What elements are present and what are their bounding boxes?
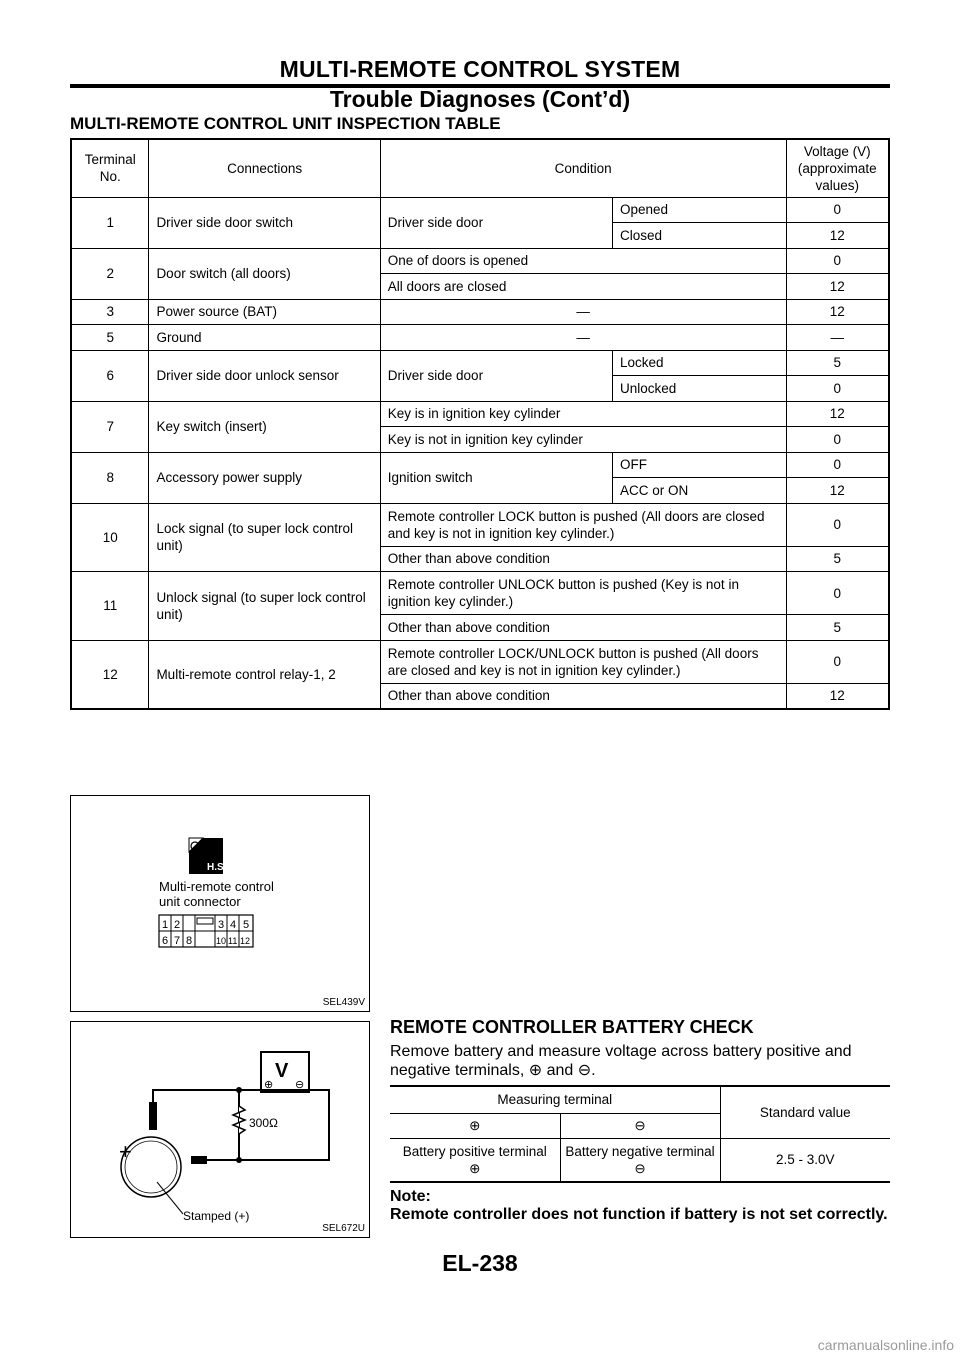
cell-connections: Key switch (insert) — [149, 401, 380, 452]
cell-sub: Ignition switch — [380, 452, 612, 503]
cell-condition: Locked — [612, 350, 786, 376]
positive-terminal-cell — [390, 1138, 560, 1182]
inspection-table-title: MULTI-REMOTE CONTROL UNIT INSPECTION TABLE — [70, 114, 501, 133]
cell-voltage: 0 — [786, 503, 889, 546]
cell-voltage: 12 — [786, 401, 889, 427]
cell-condition: Key is in ignition key cylinder — [380, 401, 786, 427]
cell-terminal: 12 — [71, 640, 149, 709]
cell-terminal: 7 — [71, 401, 149, 452]
battery-note — [390, 1188, 890, 1224]
cell-voltage: 0 — [786, 427, 889, 453]
cell-voltage: 0 — [786, 248, 889, 274]
negative-terminal-label: Battery negative terminal — [565, 1143, 715, 1159]
cell-connections: Ground — [149, 325, 380, 351]
cell-sub: Driver side door — [380, 197, 612, 248]
pin-label: 5 — [243, 919, 250, 931]
note-text: Remote controller does not function if battery is not set correctly. — [390, 1206, 888, 1223]
cell-terminal: 6 — [71, 350, 149, 401]
cell-condition: Key is not in ignition key cylinder — [380, 427, 786, 453]
connector-figure — [70, 795, 370, 1012]
pin-label: 3 — [218, 919, 225, 931]
cell-condition: Other than above condition — [380, 615, 786, 641]
resistor-icon — [233, 1106, 245, 1134]
table-row — [71, 248, 889, 274]
cell-voltage: 0 — [786, 640, 889, 683]
connector-illustration — [71, 796, 368, 1010]
cell-condition: OFF — [612, 452, 786, 478]
cell-voltage: 0 — [786, 197, 889, 223]
cell-connections: Power source (BAT) — [149, 299, 380, 325]
cell-condition: Other than above condition — [380, 683, 786, 709]
cell-condition: — — [380, 299, 786, 325]
measuring-header: Measuring terminal — [390, 1086, 720, 1113]
plus-symbol: ⊕ — [390, 1113, 560, 1138]
standard-value: 2.5 - 3.0V — [720, 1138, 890, 1182]
table-row — [71, 452, 889, 478]
connector-caption-1: Multi-remote control — [159, 879, 274, 894]
pin-label: 6 — [162, 935, 169, 947]
pin-label: 11 — [228, 936, 238, 946]
page-header-title: MULTI-REMOTE CONTROL SYSTEM — [279, 56, 681, 82]
cell-voltage: 12 — [786, 299, 889, 325]
note-label: Note: — [390, 1188, 431, 1205]
meter-plus: ⊕ — [264, 1079, 274, 1091]
cell-sub: Driver side door — [380, 350, 612, 401]
col-voltage: Voltage (V) (approximate values) — [786, 139, 889, 197]
cell-voltage: 12 — [786, 683, 889, 709]
cell-terminal: 1 — [71, 197, 149, 248]
negative-symbol: ⊖ — [634, 1160, 646, 1176]
cell-condition: Remote controller LOCK button is pushed (All doors are closed and key is not in ignition key cylinder.) — [380, 503, 786, 546]
cell-voltage: 12 — [786, 274, 889, 300]
cell-voltage: 5 — [786, 350, 889, 376]
table-row — [71, 503, 889, 546]
cell-condition: Other than above condition — [380, 546, 786, 572]
page-header-subtitle: Trouble Diagnoses (Cont’d) — [329, 86, 631, 112]
table-row — [390, 1138, 890, 1182]
cell-connections: Multi-remote control relay-1, 2 — [149, 640, 380, 709]
watermark: carmanualsonline.info — [817, 1337, 954, 1353]
figure-code: SEL672U — [322, 1223, 365, 1234]
pin-label: 8 — [186, 935, 193, 947]
battery-circuit-illustration — [71, 1022, 368, 1236]
table-row — [71, 640, 889, 683]
cell-condition: One of doors is opened — [380, 248, 786, 274]
cell-condition: Closed — [612, 223, 786, 249]
figure-code: SEL439V — [322, 997, 365, 1008]
table-header-row — [71, 139, 889, 197]
meter-minus: ⊖ — [295, 1079, 305, 1091]
cell-condition: Unlocked — [612, 376, 786, 402]
minus-symbol: ⊖ — [560, 1113, 720, 1138]
battery-plus: + — [119, 1139, 132, 1164]
table-row — [71, 197, 889, 223]
cell-connections: Driver side door switch — [149, 197, 380, 248]
table-row — [71, 401, 889, 427]
cell-voltage: 5 — [786, 546, 889, 572]
cell-terminal: 8 — [71, 452, 149, 503]
pin-label: 1 — [162, 919, 169, 931]
cell-terminal: 3 — [71, 299, 149, 325]
table-row — [71, 350, 889, 376]
positive-terminal-label: Battery positive terminal — [402, 1143, 547, 1159]
battery-cell-icon — [119, 1137, 181, 1197]
cell-condition: ACC or ON — [612, 478, 786, 504]
table-row — [390, 1086, 890, 1113]
cell-voltage: 0 — [786, 376, 889, 402]
pin-label: 4 — [230, 919, 237, 931]
cell-voltage: — — [786, 325, 889, 351]
meter-label: V — [275, 1060, 289, 1082]
cell-condition: — — [380, 325, 786, 351]
pin-label: 12 — [240, 936, 251, 946]
cell-connections: Lock signal (to super lock control unit) — [149, 503, 380, 572]
badge-text: H.S. — [207, 862, 227, 873]
voltmeter-icon — [261, 1052, 309, 1092]
cell-connections: Unlock signal (to super lock control unit) — [149, 572, 380, 641]
table-row — [71, 572, 889, 615]
hs-badge-icon — [189, 838, 227, 874]
pin-label: 10 — [216, 936, 227, 946]
cell-terminal: 2 — [71, 248, 149, 299]
pin-label: 7 — [174, 935, 181, 947]
cell-condition: Remote controller LOCK/UNLOCK button is pushed (All doors are closed and key is not in ignition key cylinder.) — [380, 640, 786, 683]
page-number: EL-238 — [442, 1250, 518, 1276]
cell-voltage: 12 — [786, 478, 889, 504]
cell-voltage: 5 — [786, 615, 889, 641]
positive-symbol: ⊕ — [469, 1160, 481, 1176]
col-terminal: Terminal No. — [71, 139, 149, 197]
cell-condition: All doors are closed — [380, 274, 786, 300]
stamp-label: Stamped (+) — [183, 1209, 250, 1223]
battery-figure — [70, 1021, 370, 1238]
col-condition: Condition — [380, 139, 786, 197]
cell-voltage: 0 — [786, 452, 889, 478]
battery-check-title: REMOTE CONTROLLER BATTERY CHECK — [390, 1017, 754, 1037]
table-row — [71, 325, 889, 351]
cell-terminal: 5 — [71, 325, 149, 351]
pin-label: 2 — [174, 919, 181, 931]
col-connections: Connections — [149, 139, 380, 197]
cell-condition: Remote controller UNLOCK button is pushed (Key is not in ignition key cylinder.) — [380, 572, 786, 615]
cell-connections: Door switch (all doors) — [149, 248, 380, 299]
cell-connections: Accessory power supply — [149, 452, 380, 503]
battery-table — [390, 1085, 890, 1183]
resistor-label: 300Ω — [249, 1116, 278, 1130]
cell-terminal: 11 — [71, 572, 149, 641]
cell-voltage: 0 — [786, 572, 889, 615]
cell-condition: Opened — [612, 197, 786, 223]
cell-connections: Driver side door unlock sensor — [149, 350, 380, 401]
table-row — [71, 299, 889, 325]
inspection-table — [70, 138, 890, 710]
negative-terminal-cell — [560, 1138, 720, 1182]
cell-voltage: 12 — [786, 223, 889, 249]
battery-check-body: Remove battery and measure voltage across battery positive and negative terminals, ⊕ and ⊖. — [390, 1043, 852, 1079]
standard-header: Standard value — [720, 1086, 890, 1138]
connector-caption-2: unit connector — [159, 894, 241, 909]
cell-terminal: 10 — [71, 503, 149, 572]
connector-icon — [159, 915, 253, 947]
